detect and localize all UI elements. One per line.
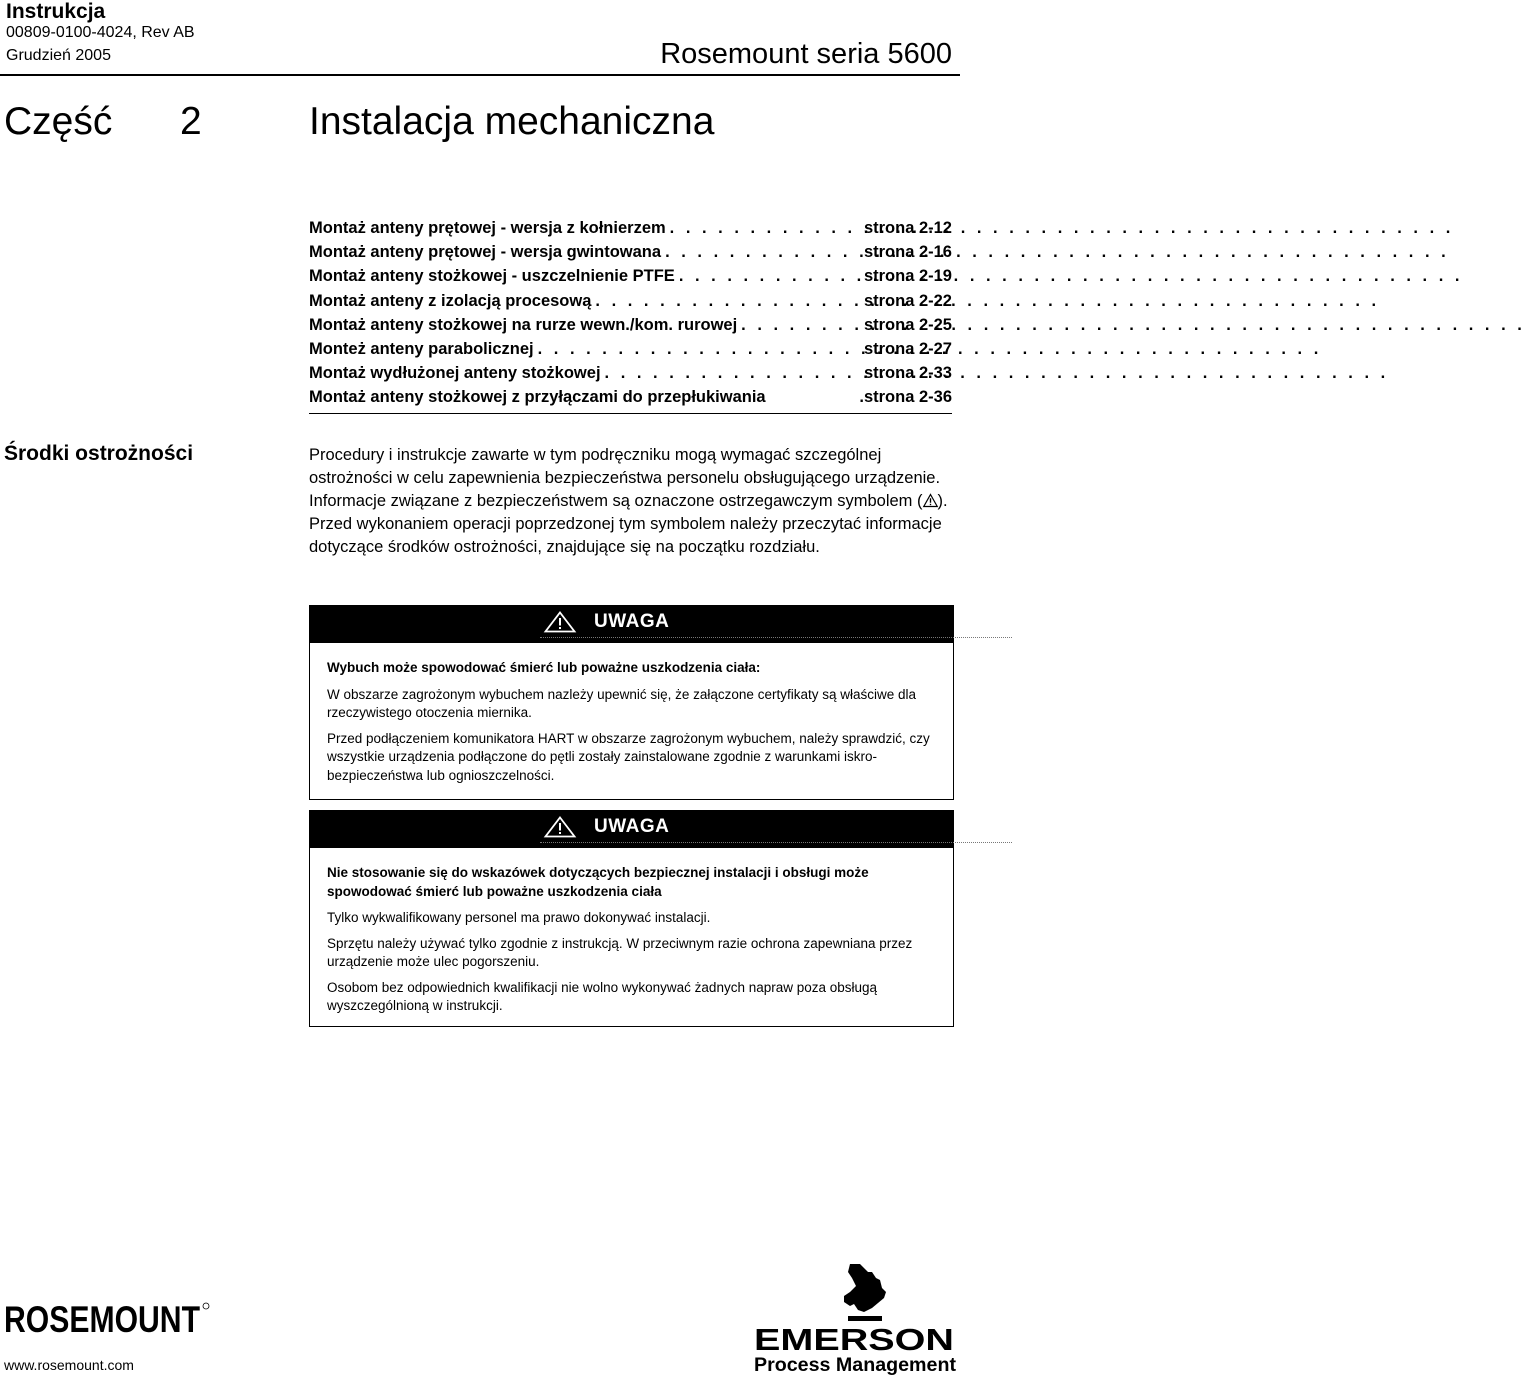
warning-triangle-icon <box>923 493 938 508</box>
header-rule <box>0 74 960 76</box>
toc-entry[interactable] <box>309 267 952 291</box>
toc-entry-page: strona 2-25 <box>863 315 952 334</box>
toc-leader <box>666 219 858 238</box>
toc-entry-page: strona 2-19 <box>863 267 952 286</box>
toc-entry[interactable] <box>309 316 952 340</box>
toc-entry-title: Monteż anteny parabolicznej <box>309 339 534 358</box>
toc-entry-page: strona 2-33 <box>863 364 952 383</box>
toc-entry-page: strona 2-12 <box>863 219 952 237</box>
safety-text-part1: Procedury i instrukcje zawarte w tym podręczniku mogą wymagać szczególnej ostrożności w celu zapewnienia bezpieczeństwa personelu obsługującego urządzenie. Informacje związane z bezpieczeństwem są oznaczone ostrzegawczym symbolem ( <box>309 446 941 510</box>
toc-entry-page: strona 2-16 <box>863 243 952 262</box>
warning-content <box>310 643 953 802</box>
toc-leader <box>591 292 858 311</box>
table-of-contents <box>309 219 952 413</box>
warning-banner <box>310 811 953 848</box>
toc-entry[interactable] <box>309 219 952 243</box>
toc-entry-page: strona 2-27 <box>863 339 952 358</box>
warning-lead: Wybuch może spowodować śmierć lub poważne uszkodzenia ciała: <box>327 660 761 675</box>
toc-entry-page: strona 2-22 <box>863 291 952 310</box>
warning-triangle-icon <box>544 816 576 838</box>
warning-banner <box>310 606 953 643</box>
emerson-logo-text: EMERSON <box>754 1322 954 1357</box>
toc-entry-page: .strona 2-36 <box>859 388 952 407</box>
product-series: Rosemount seria 5600 <box>660 38 952 70</box>
toc-entry-title: Montaż anteny stożkowej na rurze wewn./kom. rurowej <box>309 315 738 334</box>
warning-label: UWAGA <box>594 815 670 837</box>
warning-triangle-icon <box>544 611 576 633</box>
toc-leader <box>675 267 858 286</box>
warning-paragraph: W obszarze zagrożonym wybuchem nazleży upewnić się, że załączone certyfikaty są właściwe dla rzeczywistego otoczenia miernika. <box>327 686 916 720</box>
warning-paragraph: Przed podłączeniem komunikatora HART w obszarze zagrożonym wybuchem, należy sprawdzić, czy wszystkie urządzenia podłączone do pętli zostały zainstalowane zgodnie z warunkami iskro-bezpieczeństwa lub ognioszczelności. <box>327 730 930 783</box>
toc-entry[interactable] <box>309 243 952 267</box>
warning-box <box>309 605 954 800</box>
emerson-tagline: Process Management <box>754 1355 957 1376</box>
safety-heading: Środki ostrożności <box>4 442 194 465</box>
toc-leader <box>661 243 858 262</box>
document-date: Grudzień 2005 <box>6 47 111 64</box>
rosemount-logo-text: ROSEMOUNT <box>4 1299 201 1340</box>
section-label: Część <box>4 100 113 143</box>
warning-box <box>309 810 954 1027</box>
toc-leader <box>601 364 858 383</box>
toc-entry[interactable] <box>309 364 952 388</box>
section-number: 2 <box>180 100 202 143</box>
toc-rule <box>309 413 952 414</box>
emerson-globe-logo-icon <box>844 1264 886 1321</box>
website-link[interactable]: www.rosemount.com <box>4 1357 134 1373</box>
rosemount-logo <box>4 1300 210 1338</box>
safety-text-part2: ). Przed wykonaniem operacji poprzedzonej tym symbolem należy przeczytać informacje dotyczące środków ostrożności, znajdujące się na początku rozdziału. <box>309 492 948 556</box>
warning-paragraph: Osobom bez odpowiednich kwalifikacji nie wolno wykonywać żadnych napraw poza obsługą wyszczególnioną w instrukcji. <box>327 979 878 1013</box>
section-title: Instalacja mechaniczna <box>309 100 715 143</box>
toc-entry-title: Montaż wydłużonej anteny stożkowej <box>309 364 601 383</box>
warning-lead: Nie stosowanie się do wskazówek dotyczących bezpiecznej instalacji i obsługi może spowodować śmierć lub poważne uszkodzenia ciała <box>327 865 869 899</box>
warning-content <box>310 848 953 1033</box>
toc-leader <box>737 316 858 335</box>
toc-entry-title: Montaż anteny prętowej - wersja gwintowana <box>309 243 662 262</box>
toc-entry-title: Montaż anteny prętowej - wersja z kołnierzem <box>309 219 666 237</box>
toc-entry[interactable] <box>309 292 952 316</box>
document-number: 00809-0100-4024, Rev AB <box>6 24 195 41</box>
toc-leader <box>534 340 858 359</box>
toc-entry-title: Montaż anteny z izolacją procesową <box>309 291 592 310</box>
warning-label-badge <box>540 606 1012 638</box>
warning-paragraph: Sprzętu należy używać tylko zgodnie z instrukcją. W przeciwnym razie ochrona zapewniana przez urządzenie może ulec pogorszeniu. <box>327 935 913 969</box>
warning-label: UWAGA <box>594 610 670 632</box>
toc-entry[interactable] <box>309 340 952 364</box>
warning-paragraph: Tylko wykwalifikowany personel ma prawo dokonywać instalacji. <box>327 910 711 925</box>
emerson-logo <box>752 1262 958 1374</box>
toc-entry[interactable] <box>309 388 952 412</box>
toc-entry-title: Montaż anteny stożkowej - uszczelnienie PTFE <box>309 267 675 286</box>
warning-label-badge <box>540 811 1012 843</box>
safety-paragraph <box>309 444 949 559</box>
toc-entry-title: Montaż anteny stożkowej z przyłączami do przepłukiwania <box>309 388 766 407</box>
manual-type: Instrukcja <box>6 0 106 23</box>
